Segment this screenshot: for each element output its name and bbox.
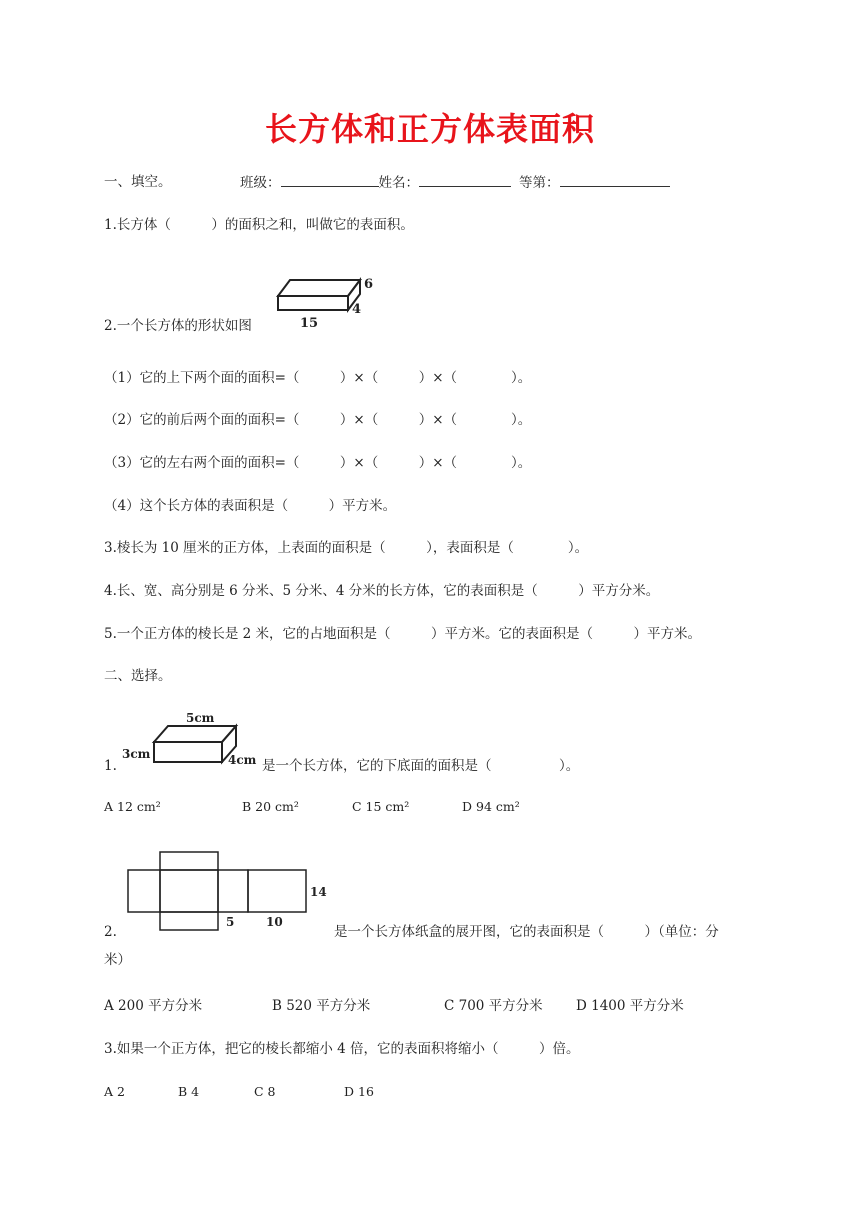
cuboid2-top-label: 5cm bbox=[186, 711, 215, 725]
choice-1-option-b[interactable]: B 20 cm² bbox=[242, 799, 299, 814]
choice-3-option-d[interactable]: D 16 bbox=[344, 1084, 374, 1099]
choice-3-option-a[interactable]: A 2 bbox=[104, 1084, 125, 1099]
fill-question-2-2: （2）它的前后两个面的面积=（ ）×（ ）×（ ）。 bbox=[104, 412, 532, 428]
cuboid2-left-label: 3cm bbox=[122, 747, 151, 761]
choice-2-option-b[interactable]: B 520 平方分米 bbox=[272, 998, 371, 1014]
fill-question-2: 2.一个长方体的形状如图 bbox=[104, 318, 252, 334]
choice-3-option-b[interactable]: B 4 bbox=[178, 1084, 200, 1099]
cuboid2-right-label: 4cm bbox=[228, 753, 257, 767]
choice-3-option-c[interactable]: C 8 bbox=[254, 1084, 276, 1099]
section-choice-heading: 二、选择。 bbox=[104, 668, 172, 684]
choice-1-option-d[interactable]: D 94 cm² bbox=[462, 799, 520, 814]
choice-1-option-c[interactable]: C 15 cm² bbox=[352, 799, 410, 814]
net-mid-label: 5 bbox=[226, 915, 235, 929]
choice-question-2-number: 2. bbox=[104, 924, 117, 940]
choice-question-3: 3.如果一个正方体，把它的棱长都缩小 4 倍，它的表面积将缩小（ ）倍。 bbox=[104, 1041, 580, 1057]
cuboid-figure-1 bbox=[270, 272, 380, 332]
cuboid-height-label: 6 bbox=[364, 277, 374, 292]
fill-question-2-3: （3）它的左右两个面的面积=（ ）×（ ）×（ ）。 bbox=[104, 455, 532, 471]
page-title: 长方体和正方体表面积 bbox=[264, 110, 595, 148]
net-side-label: 14 bbox=[310, 885, 327, 899]
choice-1-option-a[interactable]: A 12 cm² bbox=[104, 799, 161, 814]
cuboid-length-label: 15 bbox=[300, 316, 319, 331]
choice-question-1-number: 1. bbox=[104, 758, 117, 774]
grade-blank[interactable] bbox=[560, 172, 670, 187]
class-field bbox=[240, 172, 670, 193]
fill-question-2-4: （4）这个长方体的表面积是（ ）平方米。 bbox=[104, 498, 397, 514]
class-blank[interactable] bbox=[281, 172, 379, 187]
choice-2-option-a[interactable]: A 200 平方分米 bbox=[104, 998, 203, 1014]
fill-question-3: 3.棱长为 10 厘米的正方体，上表面的面积是（ ），表面积是（ ）。 bbox=[104, 540, 589, 556]
grade-label: 等第： bbox=[519, 175, 560, 191]
cuboid-figure-2 bbox=[118, 708, 263, 770]
fill-question-1: 1.长方体（ ）的面积之和，叫做它的表面积。 bbox=[104, 217, 414, 233]
fill-question-4: 4.长、宽、高分别是 6 分米、5 分米、4 分米的长方体，它的表面积是（ ）平方分米。 bbox=[104, 583, 660, 599]
choice-question-2-cont: 米） bbox=[104, 952, 131, 968]
choice-question-2: 是一个长方体纸盒的展开图，它的表面积是（ ）（单位：分 bbox=[334, 924, 719, 940]
fill-question-5: 5.一个正方体的棱长是 2 米，它的占地面积是（ ）平方米。它的表面积是（ ）平方米。 bbox=[104, 626, 702, 642]
net-right-label: 10 bbox=[266, 915, 283, 929]
fill-question-2-1: （1）它的上下两个面的面积=（ ）×（ ）×（ ）。 bbox=[104, 370, 532, 386]
section-fill-heading: 一、填空。 bbox=[104, 174, 172, 190]
box-net-figure bbox=[126, 850, 336, 934]
name-label: 姓名： bbox=[378, 175, 419, 191]
choice-2-option-d[interactable]: D 1400 平方分米 bbox=[576, 998, 684, 1014]
choice-question-1: 是一个长方体，它的下底面的面积是（ ）。 bbox=[262, 758, 580, 774]
cuboid-width-label: 4 bbox=[352, 302, 362, 317]
name-blank[interactable] bbox=[419, 172, 511, 187]
class-label: 班级： bbox=[240, 175, 281, 191]
choice-2-option-c[interactable]: C 700 平方分米 bbox=[444, 998, 543, 1014]
